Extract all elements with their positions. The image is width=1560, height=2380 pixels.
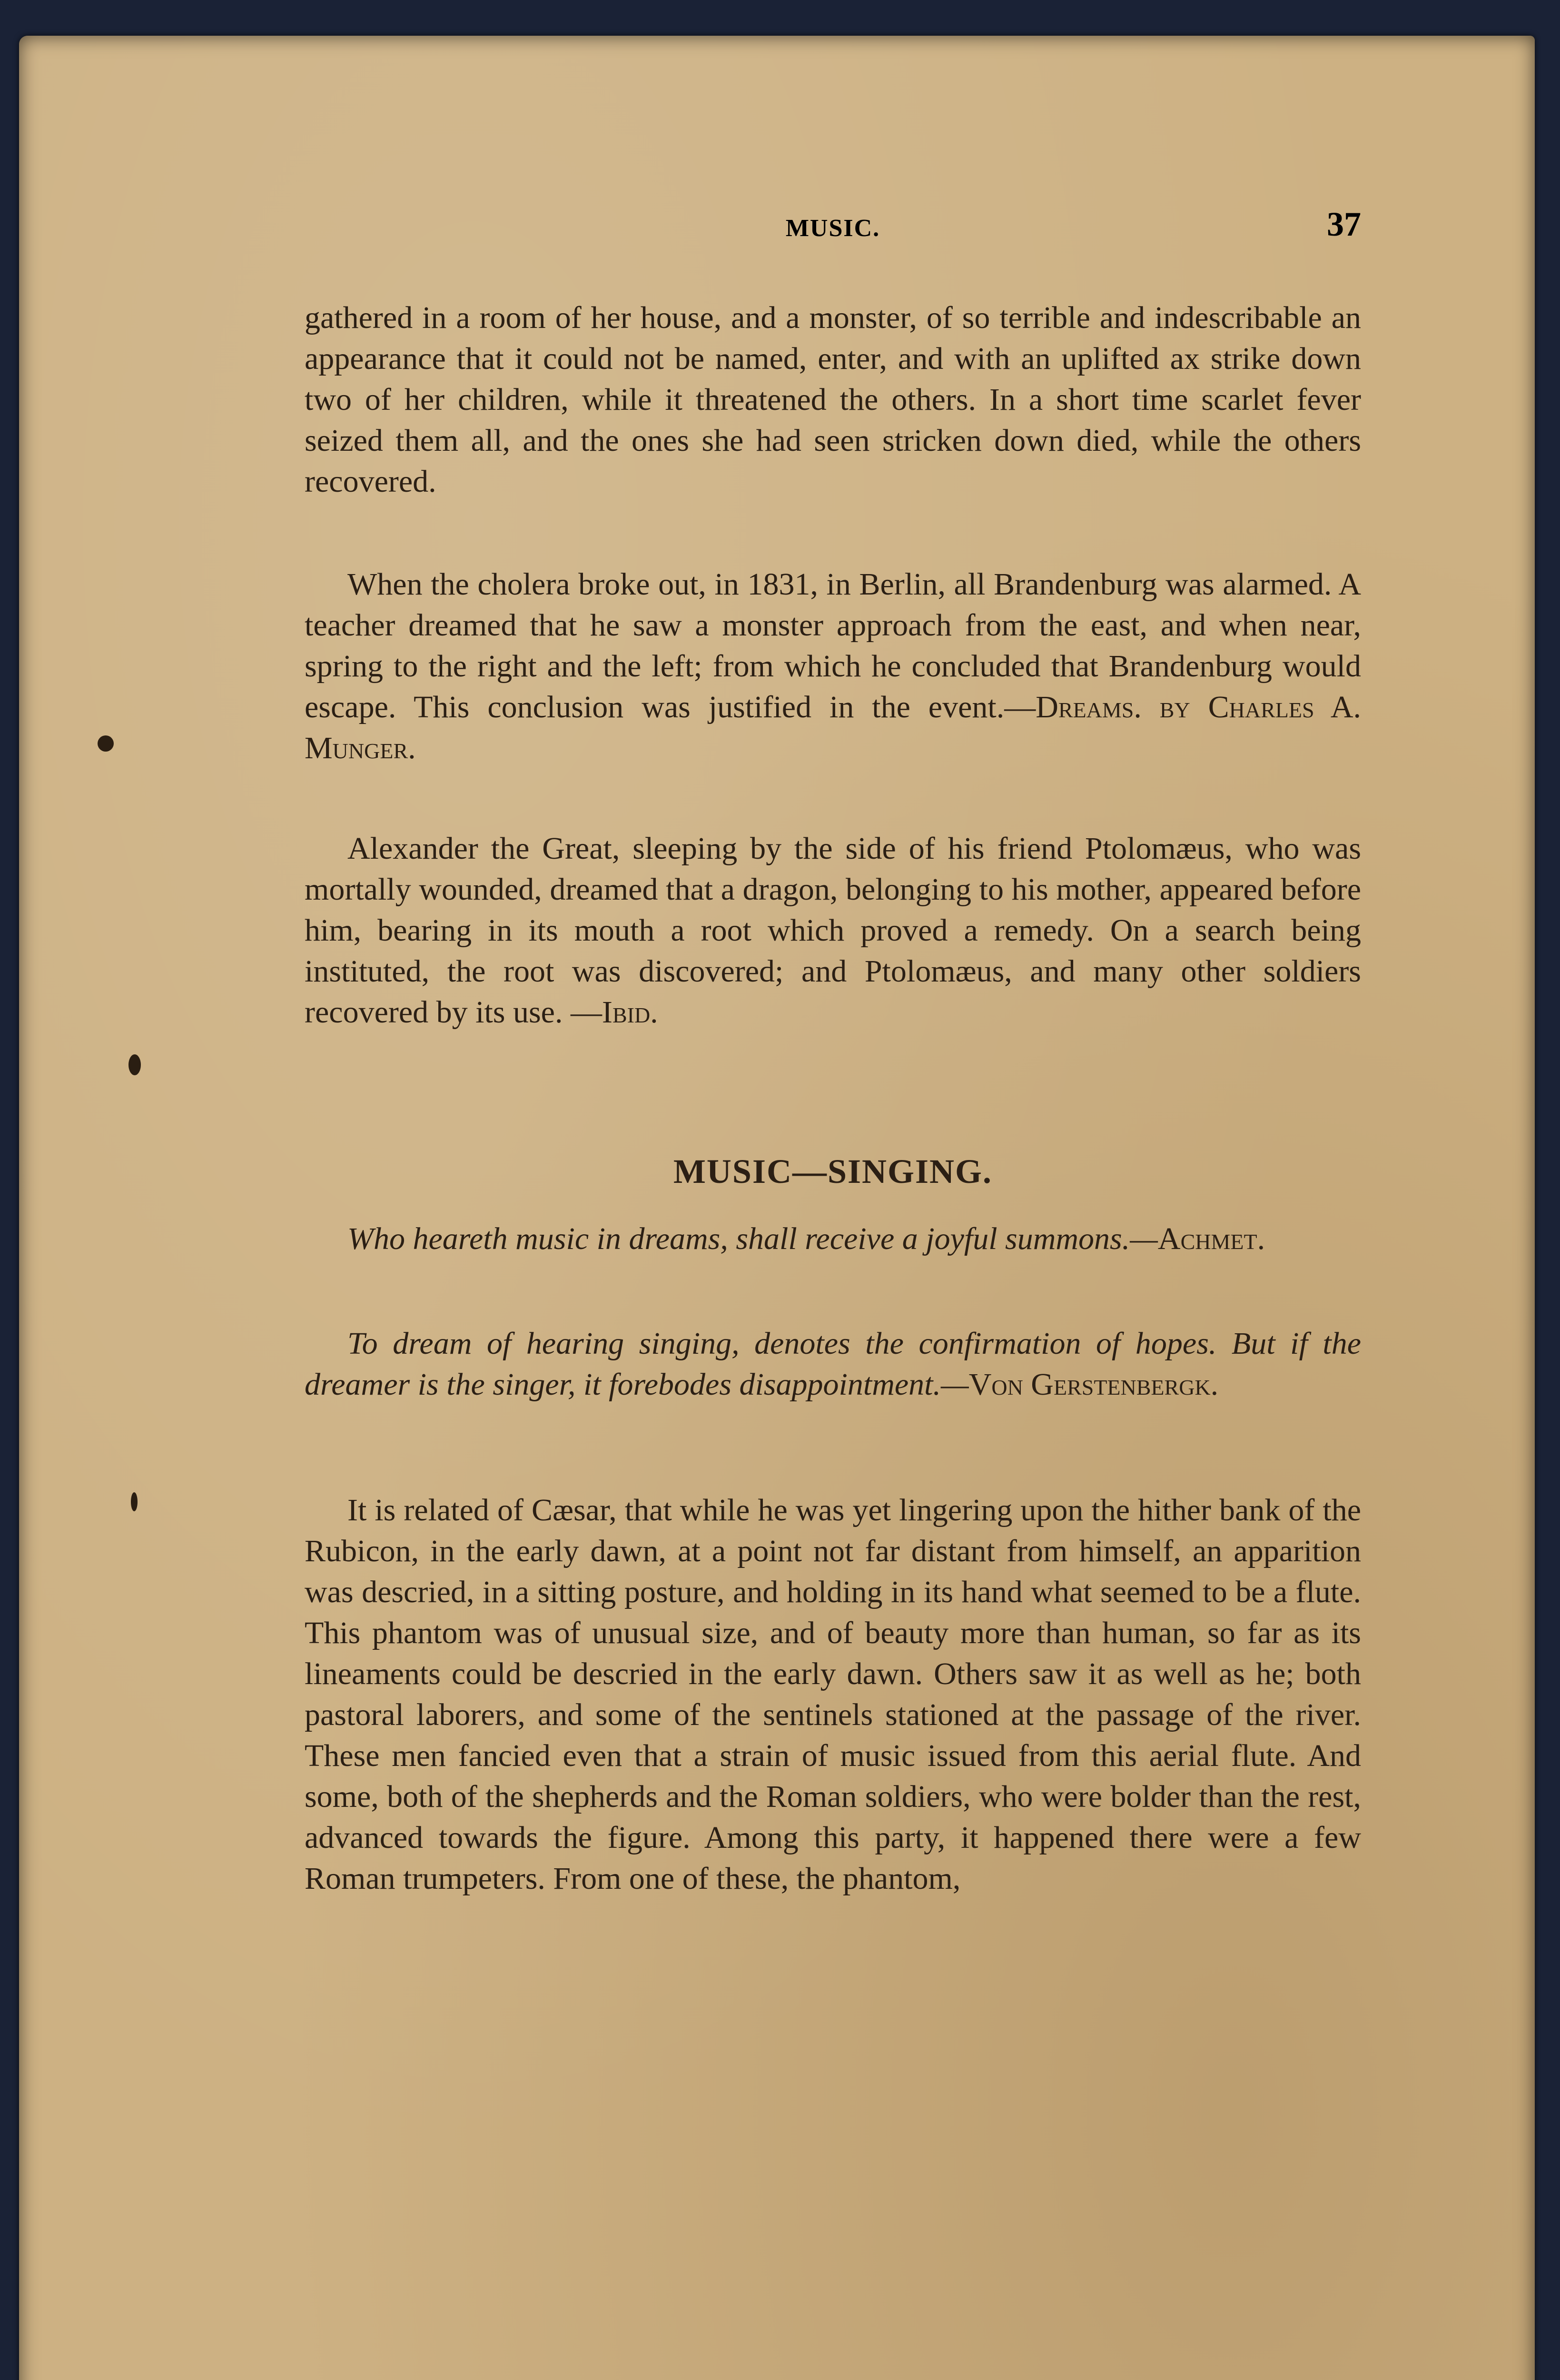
- paragraph-4: It is related of Cæsar, that while he was yet lingering upon the hither bank of the Rubicon, in the early dawn, at a point not far distant from himself, an apparition was descried, in a sitting posture, and holding in its hand what seemed to be a flute. This phantom was of unusual size, and of beauty more than human, so far as its lineaments could be descried in the early dawn. Others saw it as well as he; both pastoral laborers, and some of the sentinels stationed at the passage of the river. These men fancied even that a strain of music issued from this aerial flute. And some, both of the shepherds and the Roman soldiers, who were bolder than the rest, advanced towards the figure. Among this party, it happened there were a few Roman trumpeters. From one of these, the phantom,: [305, 1493, 1361, 1896]
- paragraph-1: gathered in a room of her house, and a monster, of so terrible and indescribable an appearance that it could not be named, enter, and with an uplifted ax strike down two of her children, while it threatened the others. In a short time scarlet fever seized them all, and the ones she had seen stricken down died, while the others recovered.: [305, 300, 1361, 499]
- ink-speck: [131, 1492, 138, 1511]
- quote-1-text: Who heareth music in dreams, shall receive a joyful summons.—: [347, 1221, 1158, 1256]
- quote-1-source: Achmet.: [1157, 1221, 1265, 1256]
- quote-2: [305, 1323, 1361, 1405]
- paragraph-3: [305, 828, 1361, 1033]
- quote-2-source: Von Gerstenbergk.: [968, 1367, 1219, 1402]
- page-number: 37: [1327, 205, 1361, 243]
- ink-speck: [128, 1054, 141, 1075]
- running-head: MUSIC.: [785, 215, 880, 242]
- paragraph-3-source: Ibid.: [602, 995, 658, 1030]
- ink-speck: [98, 735, 114, 752]
- section-heading-block: [305, 1152, 1361, 1191]
- paragraph-cholera: [305, 564, 1361, 769]
- section-heading: MUSIC—SINGING.: [673, 1152, 993, 1190]
- paragraph-2: [305, 564, 1361, 769]
- quote-1: [305, 1219, 1361, 1259]
- quote-achmet: [305, 1219, 1361, 1259]
- paragraph-3-text: Alexander the Great, sleeping by the side of his friend Ptolomæus, who was mortally wounded, dreamed that a dragon, belonging to his mother, appeared before him, bearing in its mouth a root which proved a remedy. On a search being instituted, the root was discovered; and Ptolomæus, and many other soldiers recovered by its use. —: [305, 831, 1361, 1030]
- page-header: [305, 205, 1361, 257]
- paragraph-2-text: When the cholera broke out, in 1831, in Berlin, all Brandenburg was alarmed. A teacher dreamed that he saw a monster approach from the east, and when near, spring to the right and the left; from which he concluded that Brandenburg would escape. This conclusion was justified in the event.—: [305, 567, 1361, 724]
- quote-gerstenbergk: [305, 1323, 1361, 1405]
- paragraph-caesar: [305, 1490, 1361, 1899]
- paragraph-2-source: Dreams. by Charles A. Munger.: [305, 690, 1361, 765]
- quote-2-text: To dream of hearing singing, denotes the confirmation of hopes. But if the dreamer is the singer, it forebodes disappointment.—: [305, 1326, 1361, 1402]
- paragraph-continued: [305, 298, 1361, 502]
- paragraph-alexander: [305, 828, 1361, 1033]
